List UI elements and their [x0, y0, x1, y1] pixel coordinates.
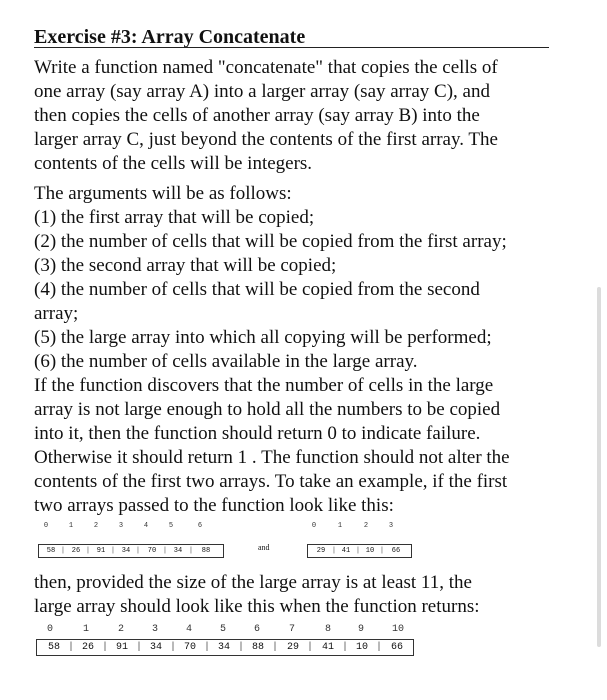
- cell-separator: |: [188, 547, 194, 555]
- paragraph-line: larger array C, just beyond the contents of the first array. The: [34, 129, 498, 150]
- cell-separator: |: [135, 547, 141, 555]
- array-b-box: [307, 544, 412, 558]
- array-index: 3: [388, 522, 394, 530]
- cell-separator: |: [169, 642, 177, 653]
- argument-item: (3) the second array that will be copied;: [34, 255, 337, 276]
- array-c-box: [36, 639, 414, 656]
- cell-separator: |: [85, 547, 91, 555]
- array-index: 6: [253, 624, 261, 635]
- array-cell: 66: [390, 642, 404, 653]
- argument-item: array;: [34, 303, 79, 324]
- cell-separator: |: [101, 642, 109, 653]
- array-index: 2: [117, 624, 125, 635]
- array-cell: 34: [149, 642, 163, 653]
- array-index: 7: [288, 624, 296, 635]
- paragraph-line: array is not large enough to hold all the numbers to be copied: [34, 399, 501, 420]
- cell-separator: |: [110, 547, 116, 555]
- array-cell: 58: [46, 547, 56, 555]
- array-a-box: [38, 544, 224, 558]
- exercise-title: Exercise #3: Array Concatenate: [34, 26, 306, 48]
- array-cell: 88: [201, 547, 211, 555]
- array-cell: 34: [173, 547, 183, 555]
- array-index: 8: [324, 624, 332, 635]
- argument-item: (2) the number of cells that will be copied from the first array;: [34, 231, 507, 252]
- title-underline: [34, 47, 549, 48]
- array-index: 0: [46, 624, 54, 635]
- array-index: 5: [219, 624, 227, 635]
- array-index: 1: [82, 624, 90, 635]
- cell-separator: |: [60, 547, 66, 555]
- array-cell: 58: [47, 642, 61, 653]
- paragraph-line: Write a function named "concatenate" that copies the cells of: [34, 57, 498, 78]
- cell-separator: |: [67, 642, 75, 653]
- array-index: 3: [151, 624, 159, 635]
- array-cell: 34: [121, 547, 131, 555]
- argument-item: (1) the first array that will be copied;: [34, 207, 315, 228]
- array-cell: 41: [341, 547, 351, 555]
- array-cell: 91: [115, 642, 129, 653]
- array-cell: 29: [286, 642, 300, 653]
- array-index: 4: [185, 624, 193, 635]
- array-cell: 66: [391, 547, 401, 555]
- array-index: 3: [118, 522, 124, 530]
- array-index: 10: [391, 624, 405, 635]
- array-index: 6: [197, 522, 203, 530]
- paragraph-line: If the function discovers that the number of cells in the large: [34, 375, 494, 396]
- array-cell: 88: [251, 642, 265, 653]
- array-cell: 29: [316, 547, 326, 555]
- array-b-indices: [307, 522, 410, 532]
- array-cell: 26: [71, 547, 81, 555]
- paragraph-line: two arrays passed to the function look like this:: [34, 495, 394, 516]
- array-cell: 34: [217, 642, 231, 653]
- cell-separator: |: [271, 642, 279, 653]
- paragraph-line: one array (say array A) into a larger array (say array C), and: [34, 81, 490, 102]
- cell-separator: |: [162, 547, 168, 555]
- array-cell: 70: [183, 642, 197, 653]
- cell-separator: |: [375, 642, 383, 653]
- cell-separator: |: [341, 642, 349, 653]
- argument-item: (6) the number of cells available in the large array.: [34, 351, 418, 372]
- array-index: 1: [68, 522, 74, 530]
- paragraph-line: Otherwise it should return 1 . The function should not alter the: [34, 447, 510, 468]
- array-c-indices: [36, 624, 412, 636]
- array-cell: 70: [147, 547, 157, 555]
- paragraph-line: then copies the cells of another array (say array B) into the: [34, 105, 480, 126]
- array-cell: 41: [321, 642, 335, 653]
- connector-word: and: [258, 543, 270, 552]
- array-index: 9: [357, 624, 365, 635]
- cell-separator: |: [331, 547, 337, 555]
- array-index: 5: [168, 522, 174, 530]
- paragraph-line: The arguments will be as follows:: [34, 183, 292, 204]
- paragraph-line: large array should look like this when the function returns:: [34, 596, 480, 617]
- array-index: 0: [311, 522, 317, 530]
- array-index: 2: [93, 522, 99, 530]
- cell-separator: |: [237, 642, 245, 653]
- array-cell: 26: [81, 642, 95, 653]
- paragraph-line: then, provided the size of the large array is at least 11, the: [34, 572, 472, 593]
- cell-separator: |: [203, 642, 211, 653]
- paragraph-line: contents of the cells will be integers.: [34, 153, 313, 174]
- array-index: 2: [363, 522, 369, 530]
- array-cell: 10: [355, 642, 369, 653]
- array-cell: 10: [365, 547, 375, 555]
- cell-separator: |: [379, 547, 385, 555]
- cell-separator: |: [355, 547, 361, 555]
- array-index: 4: [143, 522, 149, 530]
- paragraph-line: contents of the first two arrays. To take an example, if the first: [34, 471, 508, 492]
- argument-item: (5) the large array into which all copying will be performed;: [34, 327, 492, 348]
- cell-separator: |: [306, 642, 314, 653]
- paragraph-line: into it, then the function should return 0 to indicate failure.: [34, 423, 481, 444]
- vertical-scrollbar[interactable]: [597, 287, 601, 647]
- array-a-indices: [38, 522, 222, 532]
- argument-item: (4) the number of cells that will be copied from the second: [34, 279, 480, 300]
- array-cell: 91: [96, 547, 106, 555]
- array-index: 0: [43, 522, 49, 530]
- cell-separator: |: [135, 642, 143, 653]
- array-index: 1: [337, 522, 343, 530]
